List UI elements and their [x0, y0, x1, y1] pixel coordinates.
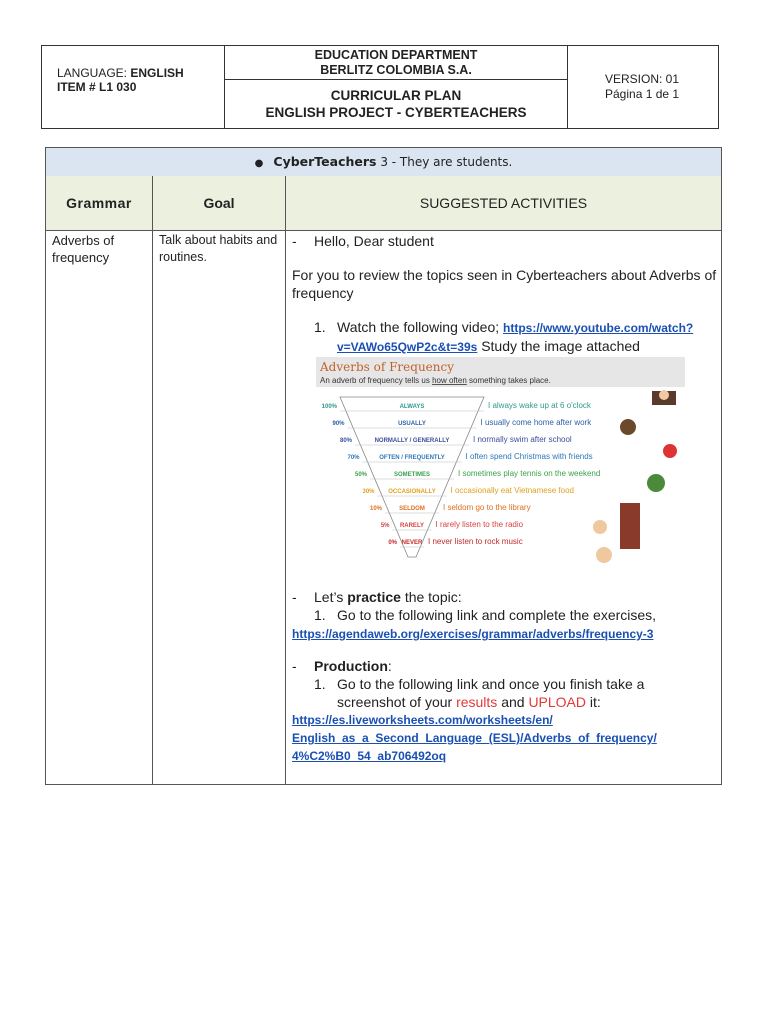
video-step-text: Watch the following video; [337, 319, 500, 335]
production-link[interactable]: https://es.liveworksheets.com/worksheets/en/ [292, 713, 553, 727]
version-label: VERSION: 01 [605, 72, 680, 86]
page-number: Página 1 de 1 [605, 87, 680, 101]
it-word: it: [589, 694, 601, 710]
greeting-text: Hello, Dear student [314, 233, 434, 249]
adverb-percentage: 70% [347, 455, 360, 461]
study-image-text: Study the image attached [481, 338, 640, 354]
topic-name: CyberTeachers [273, 154, 377, 169]
practice-step-text: Go to the following link and complete the exercises, [337, 607, 657, 623]
video-link-continued[interactable]: v=VAWo65QwP2c&t=39s [337, 340, 478, 354]
practice-post: the topic: [404, 589, 462, 605]
topic-description: - They are students. [391, 155, 513, 169]
bookshelf-illustration [620, 503, 640, 549]
adverb-percentage: 0% [388, 540, 397, 546]
dash-marker: - [292, 658, 297, 674]
goal-cell: Talk about habits and routines. [159, 233, 278, 264]
infographic-subtitle-em: how often [432, 376, 467, 385]
upload-word: UPLOAD [528, 694, 587, 710]
adverb-word: SELDOM [399, 506, 425, 512]
plan-title: CURRICULAR PLAN [330, 88, 462, 103]
production-label: Production [314, 658, 388, 674]
lesson-table [45, 147, 722, 785]
column-divider [152, 230, 153, 784]
adverb-percentage: 30% [362, 489, 375, 495]
language-value: ENGLISH [130, 66, 184, 80]
adverb-percentage: 5% [380, 523, 390, 529]
production-step-text-2: screenshot of your [337, 694, 453, 710]
girl-illustration [596, 547, 612, 563]
and-word: and [501, 694, 525, 710]
practice-pre: Let’s [314, 589, 344, 605]
adverb-word: OCCASIONALLY [388, 489, 436, 495]
practice-link[interactable]: https://agendaweb.org/exercises/grammar/adverbs/frequency-3 [292, 627, 654, 641]
topic-number: 3 [380, 155, 388, 169]
video-link[interactable]: https://www.youtube.com/watch? [503, 321, 694, 335]
results-word: results [456, 694, 498, 710]
bullet-icon: ● [254, 158, 264, 169]
svg-text:An adverb of frequency tells u [320, 376, 551, 385]
production-colon: : [387, 658, 392, 674]
practice-bold: practice [347, 589, 401, 605]
adverb-percentage: 100% [321, 404, 337, 410]
adverb-percentage: 90% [332, 421, 345, 427]
adverb-percentage: 50% [354, 472, 367, 478]
header-version-cell [568, 46, 718, 128]
adverb-percentage: 80% [339, 438, 352, 444]
production-link-3[interactable]: 4%C2%B0_54_ab706492oq [292, 749, 447, 763]
infographic-subtitle-end: something takes place. [469, 376, 551, 385]
adverb-example-sentence: I often spend Christmas with friends [465, 452, 593, 461]
activities-header: SUGGESTED ACTIVITIES [419, 195, 588, 211]
step-number: 1. [314, 607, 326, 623]
adverb-example-sentence: I never listen to rock music [428, 537, 523, 546]
project-title: ENGLISH PROJECT - CYBERTEACHERS [265, 105, 527, 120]
intro-text: For you to review the topics seen in Cyberteachers about Adverbs of frequency [292, 267, 717, 301]
step-number: 1. [314, 319, 326, 335]
adverb-word: NEVER [401, 540, 423, 546]
dash-marker: - [292, 589, 297, 605]
adverb-word: SOMETIMES [393, 472, 431, 478]
production-step-text: Go to the following link and once you finish take a [337, 676, 645, 692]
adverbs-infographic [316, 357, 685, 571]
tennis-illustration [647, 474, 665, 492]
goal-header: Goal [153, 176, 286, 230]
grammar-cell: Adverbs of frequency [52, 233, 115, 265]
language-label: LANGUAGE: [57, 66, 128, 80]
grammar-header: Grammar [46, 176, 153, 230]
adverb-percentage: 10% [369, 506, 382, 512]
adverb-example-sentence: I usually come home after work [480, 418, 592, 427]
adverb-example-sentence: I occasionally eat Vietnamese food [450, 486, 574, 495]
infographic-title: Adverbs of Frequency [320, 360, 455, 374]
adverb-example-sentence: I sometimes play tennis on the weekend [458, 469, 601, 478]
column-header-row [46, 176, 721, 231]
student-illustration [593, 520, 607, 534]
adverb-example-sentence: I seldom go to the library [443, 503, 531, 512]
topic-row [46, 148, 721, 177]
christmas-hat-illustration [663, 444, 677, 458]
adverb-example-sentence: I normally swim after school [473, 435, 572, 444]
person-illustration [620, 419, 636, 435]
production-link-2[interactable]: English_as_a_Second_Language_(ESL)/Adverbs_of_frequency/ [292, 731, 657, 745]
adverb-example-sentence: I always wake up at 6 o'clock [488, 401, 591, 410]
step-number: 1. [314, 676, 326, 692]
item-code: ITEM # L1 030 [57, 80, 137, 94]
document-header [41, 45, 719, 129]
header-title-cell [225, 46, 568, 128]
adverb-word: USUALLY [398, 421, 426, 427]
header-language-cell [42, 46, 225, 128]
infographic-subtitle: An adverb of frequency tells us [320, 376, 430, 385]
company-name: BERLITZ COLOMBIA S.A. [320, 63, 472, 77]
adverb-word: ALWAYS [399, 404, 425, 410]
adverb-word: NORMALLY / GENERALLY [374, 438, 450, 444]
adverb-word: RARELY [399, 523, 425, 529]
column-divider [285, 230, 286, 784]
adverb-example-sentence: I rarely listen to the radio [435, 520, 524, 529]
adverb-word: OFTEN / FREQUENTLY [379, 455, 445, 461]
department-name: EDUCATION DEPARTMENT [314, 48, 478, 62]
dash-marker: - [292, 233, 297, 249]
